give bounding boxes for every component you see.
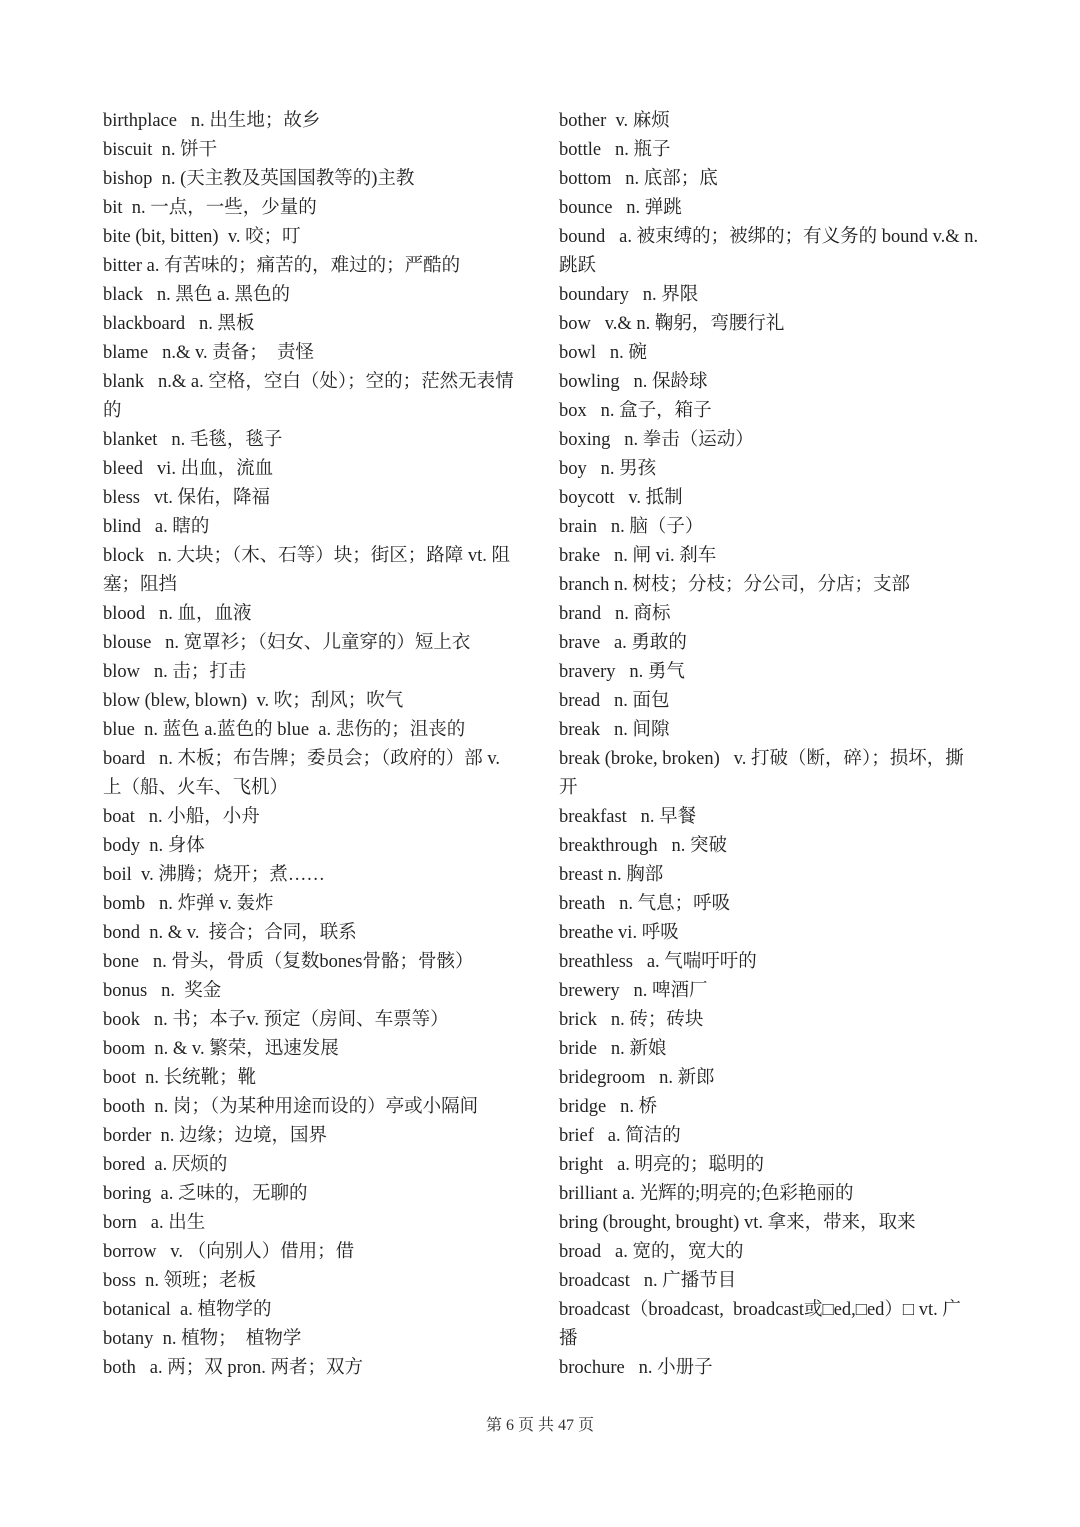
vocabulary-entry: bring (brought, brought) vt. 拿来，带来，取来 xyxy=(559,1213,916,1233)
vocabulary-entry: border n. 边缘；边境，国界 xyxy=(103,1126,328,1146)
vocabulary-entry: brain n. 脑（子） xyxy=(559,517,704,537)
vocabulary-entry: boat n. 小船，小舟 xyxy=(103,807,260,827)
vocabulary-entry: boy n. 男孩 xyxy=(559,459,657,479)
vocabulary-entry: bottom n. 底部；底 xyxy=(559,169,718,189)
vocabulary-entry: bleed vi. 出血，流血 xyxy=(103,459,274,479)
vocabulary-entry: bishop n. (天主教及英国国教等的)主教 xyxy=(103,169,415,189)
vocabulary-entry: broad a. 宽的，宽大的 xyxy=(559,1242,744,1262)
vocabulary-entry: bone n. 骨头，骨质（复数bones骨骼；骨骸） xyxy=(103,952,474,972)
vocabulary-entry: blind a. 瞎的 xyxy=(103,517,210,537)
vocabulary-entry: breath n. 气息；呼吸 xyxy=(559,894,731,914)
vocabulary-entry: bother v. 麻烦 xyxy=(559,111,670,131)
vocabulary-entry: bit n. 一点，一些，少量的 xyxy=(103,198,317,218)
vocabulary-entry: bridge n. 桥 xyxy=(559,1097,658,1117)
vocabulary-entry: breakfast n. 早餐 xyxy=(559,807,697,827)
vocabulary-entry: boil v. 沸腾；烧开；煮…… xyxy=(103,865,325,885)
vocabulary-entry: brief a. 简洁的 xyxy=(559,1126,681,1146)
vocabulary-entry: breast n. 胸部 xyxy=(559,865,664,885)
vocabulary-entry: bomb n. 炸弹 v. 轰炸 xyxy=(103,894,274,914)
page-footer: 第 6 页 共 47 页 xyxy=(485,1417,594,1434)
vocabulary-entry: bravery n. 勇气 xyxy=(559,662,685,682)
vocabulary-entry: born a. 出生 xyxy=(103,1213,206,1233)
vocabulary-entry: boycott v. 抵制 xyxy=(559,488,683,508)
vocabulary-entry: blanket n. 毛毯，毯子 xyxy=(103,430,283,450)
vocabulary-entry: boundary n. 界限 xyxy=(559,285,699,305)
vocabulary-entry: blank n.& a. 空格，空白（处）；空的；茫然无表情的 xyxy=(103,372,514,421)
vocabulary-entry: bowl n. 碗 xyxy=(559,343,647,363)
vocabulary-entry: boss n. 领班；老板 xyxy=(103,1271,257,1291)
vocabulary-entry: bonus n. 奖金 xyxy=(103,981,222,1001)
vocabulary-entry: botany n. 植物； 植物学 xyxy=(103,1329,302,1349)
vocabulary-entry: blouse n. 宽罩衫；（妇女、儿童穿的）短上衣 xyxy=(103,633,471,653)
vocabulary-entry: bridegroom n. 新郎 xyxy=(559,1068,715,1088)
vocabulary-entry: boxing n. 拳击（运动） xyxy=(559,430,754,450)
right-column xyxy=(559,107,983,1383)
vocabulary-entry: boring a. 乏味的，无聊的 xyxy=(103,1184,308,1204)
vocabulary-entry: bounce n. 弹跳 xyxy=(559,198,682,218)
left-column xyxy=(103,107,523,1383)
vocabulary-entry: breakthrough n. 突破 xyxy=(559,836,728,856)
vocabulary-entry: breathe vi. 呼吸 xyxy=(559,923,679,943)
vocabulary-entry: break (broke, broken) v. 打破（断，碎）；损坏，撕开 xyxy=(559,749,964,798)
vocabulary-entry: brave a. 勇敢的 xyxy=(559,633,687,653)
vocabulary-entry: blame n.& v. 责备； 责怪 xyxy=(103,343,315,363)
vocabulary-entry: bow v.& n. 鞠躬，弯腰行礼 xyxy=(559,314,785,334)
vocabulary-entry: bottle n. 瓶子 xyxy=(559,140,671,160)
vocabulary-entry: brick n. 砖；砖块 xyxy=(559,1010,704,1030)
vocabulary-entry: broadcast（broadcast, broadcast或□ed,□ed）□ vt. 广播 xyxy=(559,1300,961,1349)
vocabulary-entry: bound a. 被束缚的；被绑的；有义务的 bound v.& n. 跳跃 xyxy=(559,227,983,276)
vocabulary-entry: bond n. & v. 接合；合同，联系 xyxy=(103,923,357,943)
vocabulary-entry: breathless a. 气喘吁吁的 xyxy=(559,952,757,972)
vocabulary-entry: break n. 间隙 xyxy=(559,720,670,740)
vocabulary-entry: body n. 身体 xyxy=(103,836,205,856)
vocabulary-entry: blood n. 血，血液 xyxy=(103,604,252,624)
vocabulary-entry: book n. 书；本子v. 预定（房间、车票等） xyxy=(103,1010,449,1030)
vocabulary-entry: bowling n. 保龄球 xyxy=(559,372,708,392)
vocabulary-entry: borrow v. （向别人）借用；借 xyxy=(103,1242,355,1262)
vocabulary-entry: box n. 盒子，箱子 xyxy=(559,401,712,421)
vocabulary-entry: block n. 大块；（木、石等）块；街区；路障 vt. 阻塞；阻挡 xyxy=(103,546,510,595)
vocabulary-entry: botanical a. 植物学的 xyxy=(103,1300,272,1320)
vocabulary-entry: board n. 木板；布告牌；委员会；（政府的）部 v. 上（船、火车、飞机） xyxy=(103,749,505,798)
vocabulary-entry: booth n. 岗；（为某种用途而设的）亭或小隔间 xyxy=(103,1097,479,1117)
vocabulary-entry: broadcast n. 广播节目 xyxy=(559,1271,737,1291)
vocabulary-entry: boom n. & v. 繁荣，迅速发展 xyxy=(103,1039,339,1059)
vocabulary-entry: birthplace n. 出生地；故乡 xyxy=(103,111,321,131)
vocabulary-entry: bread n. 面包 xyxy=(559,691,670,711)
vocabulary-entry: boot n. 长统靴；靴 xyxy=(103,1068,257,1088)
vocabulary-entry: brand n. 商标 xyxy=(559,604,671,624)
vocabulary-entry: brake n. 闸 vi. 刹车 xyxy=(559,546,717,566)
vocabulary-entry: bright a. 明亮的；聪明的 xyxy=(559,1155,765,1175)
vocabulary-entry: bride n. 新娘 xyxy=(559,1039,667,1059)
vocabulary-entry: blackboard n. 黑板 xyxy=(103,314,255,334)
vocabulary-entry: brochure n. 小册子 xyxy=(559,1358,713,1378)
vocabulary-entry: black n. 黑色 a. 黑色的 xyxy=(103,285,291,305)
vocabulary-entry: brilliant a. 光辉的;明亮的;色彩艳丽的 xyxy=(559,1184,854,1204)
vocabulary-entry: blow (blew, blown) v. 吹；刮风；吹气 xyxy=(103,691,404,711)
vocabulary-entry: both a. 两；双 pron. 两者；双方 xyxy=(103,1358,364,1378)
vocabulary-entry: brewery n. 啤酒厂 xyxy=(559,981,708,1001)
vocabulary-entry: bless vt. 保佑，降福 xyxy=(103,488,271,508)
vocabulary-entry: bored a. 厌烦的 xyxy=(103,1155,228,1175)
vocabulary-entry: bite (bit, bitten) v. 咬；叮 xyxy=(103,227,301,247)
vocabulary-entry: bitter a. 有苦味的；痛苦的，难过的；严酷的 xyxy=(103,256,461,276)
vocabulary-entry: blue n. 蓝色 a.蓝色的 blue a. 悲伤的；沮丧的 xyxy=(103,720,466,740)
vocabulary-entry: blow n. 击；打击 xyxy=(103,662,247,682)
vocabulary-entry: branch n. 树枝；分枝；分公司，分店；支部 xyxy=(559,575,910,595)
vocabulary-entry: biscuit n. 饼干 xyxy=(103,140,218,160)
